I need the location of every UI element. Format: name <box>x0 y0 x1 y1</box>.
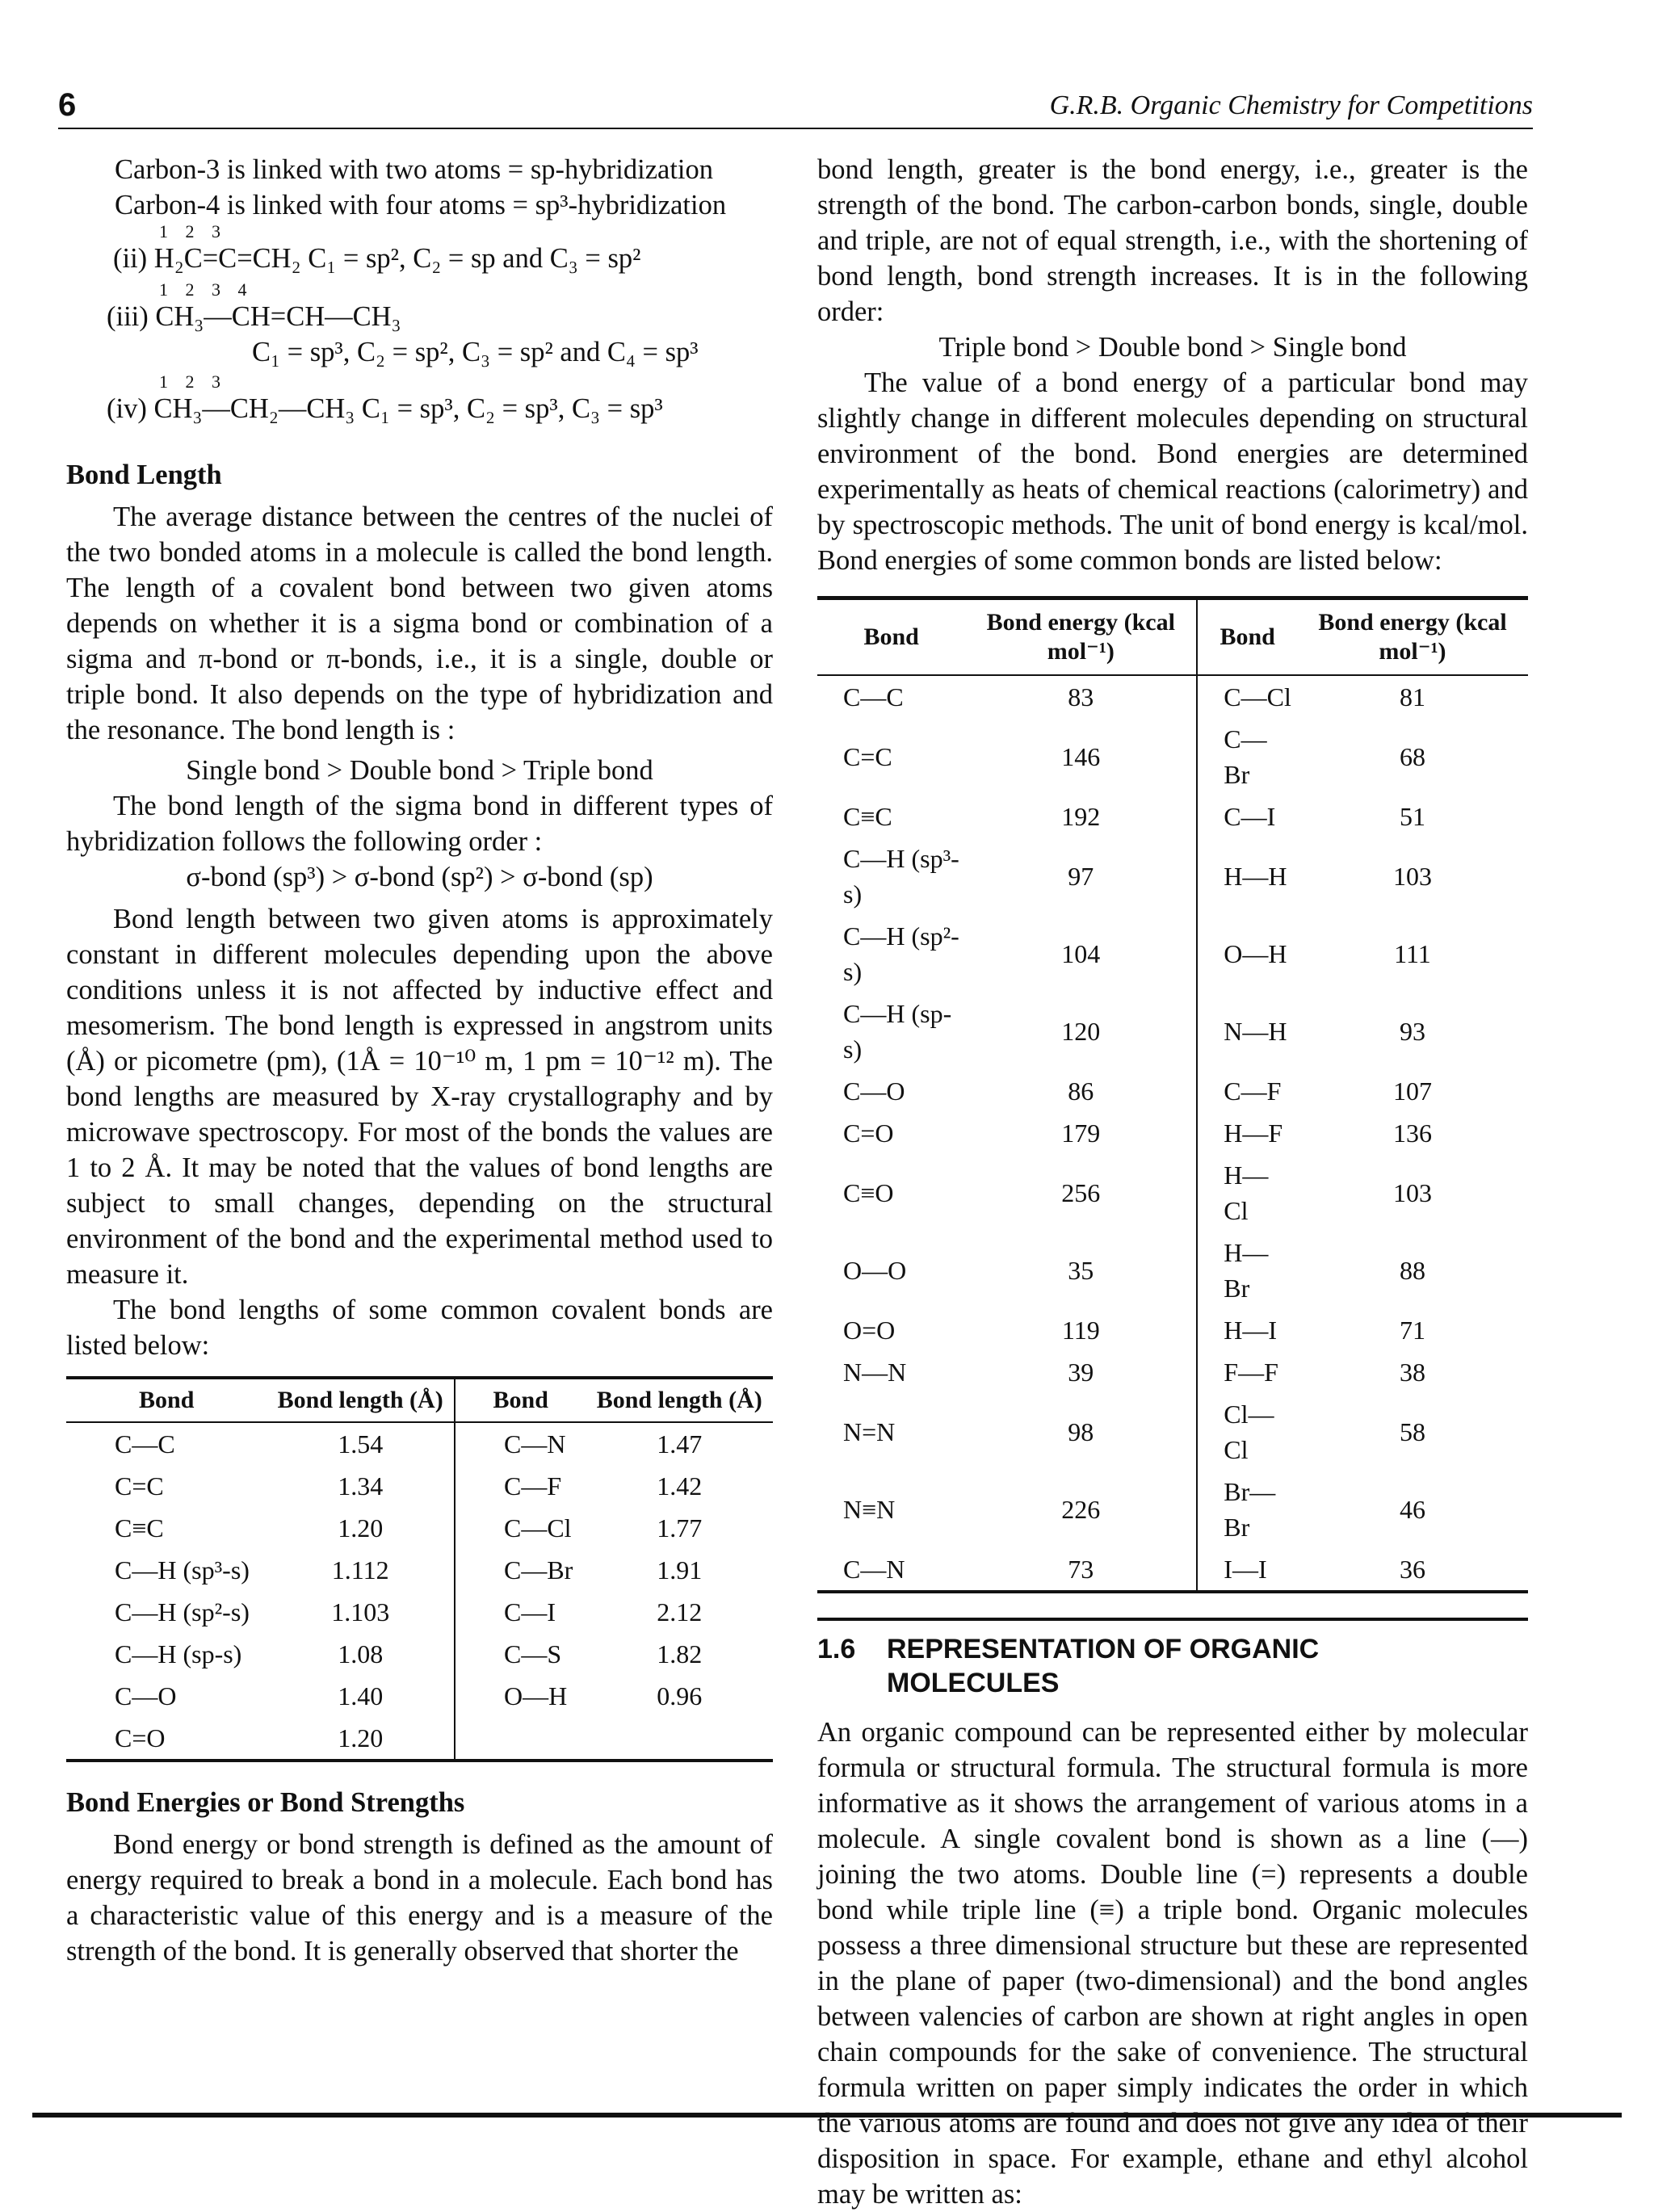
table-row <box>817 1232 1528 1309</box>
energy-cell: 93 <box>1399 1017 1425 1046</box>
bond-cell: C—Br <box>503 1555 573 1584</box>
footer-rule <box>32 2113 1622 2118</box>
table-row <box>817 1351 1528 1393</box>
bond-cell: C—F <box>503 1471 562 1501</box>
bond-cell <box>455 1717 586 1761</box>
col-header-bond-length: Bond length (Å) <box>267 1378 455 1422</box>
bond-cell: C—C <box>843 682 904 711</box>
length-cell: 1.20 <box>267 1507 455 1549</box>
bond-cell: C—H (sp²-s) <box>115 1597 250 1626</box>
energy-cell: 86 <box>965 1070 1197 1112</box>
bond-cell: N≡N <box>843 1495 896 1524</box>
bond-length-table-body <box>66 1422 773 1761</box>
table-row <box>817 675 1528 718</box>
bond-cell: N—N <box>843 1358 907 1387</box>
page-number: 6 <box>58 87 77 123</box>
atom-numbers-ii: 1 2 3 <box>159 221 227 241</box>
energy-cell: 36 <box>1399 1555 1425 1584</box>
energy-cell: 81 <box>1399 682 1425 711</box>
col-header-bond-length: Bond length (Å) <box>586 1378 773 1422</box>
energy-cell: 103 <box>1392 862 1432 891</box>
table-row <box>817 837 1528 915</box>
table-row <box>817 1548 1528 1592</box>
hybridization-examples <box>115 152 773 223</box>
length-cell: 1.82 <box>657 1639 703 1668</box>
energy-cell: 119 <box>965 1309 1197 1351</box>
bond-length-para-3: Bond length between two given atoms is approximately constant in different molecules depending upon the above conditions unless it is not affected by inductive effect and mesomerism. The bond length is expressed in angstrom units (Å) or picometre (pm), (1Å = 10⁻¹⁰ m, 1 pm = 10⁻¹² m). The bond lengths are measured by X-ray crystallography and by microwave spectroscopy. For most of the bonds the values are 1 to 2 Å. It may be noted that the values of bond lengths are subject to small changes, depending on the structural environment of the bond and the experimental method used to measure it. <box>66 904 773 1290</box>
energy-cell: 51 <box>1399 802 1425 831</box>
table-header-row <box>817 598 1528 676</box>
bond-cell: C—O <box>115 1681 177 1710</box>
bond-length-para-4: The bond lengths of some common covalent bonds are listed below: <box>66 1295 773 1361</box>
length-cell: 1.103 <box>267 1591 455 1633</box>
energy-cell: 179 <box>965 1112 1197 1154</box>
length-cell <box>586 1717 773 1761</box>
bond-length-heading: Bond Length <box>66 460 222 490</box>
example-iii-hybridization: C₁ = sp³, C₂ = sp², C₃ = sp² and C₄ = sp³ <box>252 337 699 367</box>
section-title-line-2: MOLECULES <box>887 1668 1060 1698</box>
bond-energy-para-2: bond length, greater is the bond energy, i.e., greater is the strength of the bond. The carbon-carbon bonds, single, double and triple, are not of equal strength, i.e., with the shortening of bond length, bond strength increases. It is in the following order: <box>817 154 1528 327</box>
bond-cell: C—N <box>843 1555 905 1584</box>
bond-cell: C—F <box>1224 1077 1282 1106</box>
bond-length-para-2: The bond length of the sigma bond in different types of hybridization follows the following order : <box>66 791 773 857</box>
table-row <box>817 1070 1528 1112</box>
length-cell: 1.20 <box>267 1717 455 1761</box>
length-cell: 1.40 <box>267 1675 455 1717</box>
col-header-bond: Bond <box>455 1378 586 1422</box>
bond-cell: C≡C <box>115 1513 164 1543</box>
carbon3-line: Carbon-3 is linked with two atoms = sp-hybridization <box>115 154 713 185</box>
bond-cell: N=N <box>843 1417 896 1446</box>
table-row <box>66 1675 773 1717</box>
carbon4-line: Carbon-4 is linked with four atoms = sp³-hybridization <box>115 190 727 220</box>
bond-cell: H—Br <box>1224 1238 1269 1303</box>
example-ii: (ii) H₂C=C=CH₂ C₁ = sp², C₂ = sp and C₃ = sp² <box>113 243 641 274</box>
bond-length-table <box>66 1376 773 1762</box>
bond-cell: C—N <box>503 1429 566 1459</box>
bond-cell: C—I <box>1224 802 1276 831</box>
length-cell: 0.96 <box>657 1681 703 1710</box>
bond-cell: C—H (sp-s) <box>115 1639 242 1668</box>
bond-energy-heading: Bond Energies or Bond Strengths <box>66 1787 465 1818</box>
bond-cell: C≡O <box>843 1178 894 1207</box>
length-cell: 1.47 <box>657 1429 703 1459</box>
bond-cell: C—Cl <box>1224 682 1291 711</box>
length-cell: 2.12 <box>657 1597 703 1626</box>
section-1-6-heading <box>817 1618 1528 1700</box>
bond-cell: H—Cl <box>1224 1161 1269 1225</box>
bond-length-para-1: The average distance between the centres of the nuclei of the two bonded atoms in a molecule is called the bond length. The length of a covalent bond between two given atoms depends on whether it is a sigma bond or combination of a sigma and π-bond or π-bonds, i.e., it is a single, double or triple bond. It also depends on the type of hybridization and the resonance. The bond length is : <box>66 502 773 745</box>
energy-cell: 38 <box>1399 1358 1425 1387</box>
energy-cell: 98 <box>965 1393 1197 1471</box>
length-cell: 1.91 <box>657 1555 703 1584</box>
energy-cell: 46 <box>1399 1495 1425 1524</box>
table-row <box>66 1633 773 1675</box>
bond-cell: O—O <box>843 1256 907 1285</box>
bond-energy-table <box>817 596 1528 1593</box>
atom-numbers-iii: 1 2 3 4 <box>159 279 254 300</box>
bond-cell: H—F <box>1224 1119 1283 1148</box>
bond-cell: C=O <box>843 1119 894 1148</box>
table-row <box>817 795 1528 837</box>
table-row <box>66 1422 773 1465</box>
energy-cell: 136 <box>1392 1119 1432 1148</box>
length-cell: 1.08 <box>267 1633 455 1675</box>
col-header-bond: Bond <box>1197 598 1297 676</box>
bond-cell: C=C <box>843 742 892 771</box>
section-number: 1.6 <box>817 1634 856 1664</box>
header-rule <box>58 128 1533 129</box>
bond-cell: O=O <box>843 1316 896 1345</box>
bond-cell: C≡C <box>843 802 892 831</box>
table-row <box>66 1549 773 1591</box>
table-header-row <box>66 1378 773 1422</box>
energy-cell: 35 <box>965 1232 1197 1309</box>
table-row <box>66 1507 773 1549</box>
right-column <box>817 152 1528 2212</box>
bond-cell: C=O <box>115 1723 166 1752</box>
table-row <box>66 1717 773 1761</box>
energy-cell: 73 <box>965 1548 1197 1592</box>
length-cell: 1.112 <box>267 1549 455 1591</box>
length-cell: 1.42 <box>657 1471 703 1501</box>
bond-cell: C—Cl <box>503 1513 572 1543</box>
energy-cell: 226 <box>965 1471 1197 1548</box>
energy-cell: 192 <box>965 795 1197 837</box>
bond-cell: C—C <box>115 1429 175 1459</box>
table-row <box>817 993 1528 1070</box>
col-header-bond: Bond <box>817 598 965 676</box>
table-row <box>66 1591 773 1633</box>
example-iv: (iv) CH₃—CH₂—CH₃ C₁ = sp³, C₂ = sp³, C₃ = sp³ <box>107 393 663 424</box>
energy-cell: 58 <box>1399 1417 1425 1446</box>
atom-numbers-iv: 1 2 3 <box>159 371 227 392</box>
bond-cell: N—H <box>1224 1017 1287 1046</box>
energy-cell: 88 <box>1399 1256 1425 1285</box>
energy-cell: 71 <box>1399 1316 1425 1345</box>
table-row <box>817 1393 1528 1471</box>
bond-cell: C—H (sp³-s) <box>115 1555 250 1584</box>
bond-length-order: Single bond > Double bond > Triple bond <box>186 755 653 786</box>
energy-cell: 103 <box>1392 1178 1432 1207</box>
example-iii: (iii) CH₃—CH=CH—CH₃ <box>107 301 401 332</box>
bond-cell: Cl—Cl <box>1224 1400 1274 1464</box>
bond-cell: H—H <box>1224 862 1287 891</box>
energy-cell: 39 <box>965 1351 1197 1393</box>
col-header-bond-energy: Bond energy (kcal mol⁻¹) <box>965 598 1197 676</box>
bond-cell: C—S <box>503 1639 562 1668</box>
length-cell: 1.54 <box>267 1422 455 1465</box>
bond-cell: C=C <box>115 1471 164 1501</box>
sigma-bond-order: σ-bond (sp³) > σ-bond (sp²) > σ-bond (sp) <box>186 862 653 892</box>
bond-cell: C—H (sp²-s) <box>843 921 959 986</box>
col-header-bond: Bond <box>66 1378 267 1422</box>
energy-cell: 83 <box>965 675 1197 718</box>
energy-cell: 68 <box>1399 742 1425 771</box>
bond-cell: C—O <box>843 1077 905 1106</box>
table-row <box>817 1154 1528 1232</box>
left-column <box>66 152 773 1969</box>
bond-cell: C—H (sp-s) <box>843 999 952 1064</box>
energy-cell: 107 <box>1392 1077 1432 1106</box>
energy-cell: 256 <box>965 1154 1197 1232</box>
table-row <box>817 718 1528 795</box>
bond-cell: C—I <box>503 1597 556 1626</box>
length-cell: 1.34 <box>267 1465 455 1507</box>
bond-cell: F—F <box>1224 1358 1278 1387</box>
bond-cell: O—H <box>503 1681 568 1710</box>
bond-cell: O—H <box>1224 939 1287 968</box>
running-title: G.R.B. Organic Chemistry for Competitions <box>1049 90 1533 120</box>
section-title-line-1: REPRESENTATION OF ORGANIC <box>887 1634 1320 1664</box>
col-header-bond-energy: Bond energy (kcal mol⁻¹) <box>1297 598 1528 676</box>
representation-para: An organic compound can be represented either by molecular formula or structural formula. The structural formula is more informative as it shows the arrangement of various atoms in a molecule. A single covalent bond is shown as a line (—) joining the two atoms. Double line (=) represents a double bond while triple line (≡) a triple bond. Organic molecules possess a three dimensional structure but these are represented in the plane of paper (two-dimensional) and the bond angles between valencies of carbon are shown at right angles in open chain compounds for the sake of convenience. The structural formula written on paper simply indicates the order in which the various atoms are found and does not give any idea of their disposition in space. For example, ethane and ethyl alcohol may be written as: <box>817 1717 1528 2210</box>
bond-cell: C—H (sp³-s) <box>843 844 959 909</box>
length-cell: 1.77 <box>657 1513 703 1543</box>
table-row <box>66 1465 773 1507</box>
table-row <box>817 915 1528 993</box>
bond-energy-order: Triple bond > Double bond > Single bond <box>938 332 1407 363</box>
energy-cell: 146 <box>965 718 1197 795</box>
bond-cell: H—I <box>1224 1316 1278 1345</box>
bond-cell: I—I <box>1224 1555 1267 1584</box>
bond-cell: Br—Br <box>1224 1477 1276 1542</box>
bond-energy-table-body <box>817 675 1528 1592</box>
bond-energy-para-3: The value of a bond energy of a particular bond may slightly change in different molecules depending on structural environment of the bond. Bond energies are determined experimentally as heats of chemical reactions (calorimetry) and by spectroscopic methods. The unit of bond energy is kcal/mol. Bond energies of some common bonds are listed below: <box>817 367 1528 576</box>
energy-cell: 97 <box>965 837 1197 915</box>
energy-cell: 111 <box>1394 939 1431 968</box>
table-row <box>817 1309 1528 1351</box>
energy-cell: 104 <box>965 915 1197 993</box>
table-row <box>817 1471 1528 1548</box>
energy-cell: 120 <box>965 993 1197 1070</box>
bond-energy-para-1: Bond energy or bond strength is defined as the amount of energy required to break a bond in a molecule. Each bond has a characteristic value of this energy and is a measure of the strength of the bond. It is generally observed that shorter the <box>66 1829 773 1966</box>
bond-cell: C—Br <box>1224 724 1267 789</box>
table-row <box>817 1112 1528 1154</box>
